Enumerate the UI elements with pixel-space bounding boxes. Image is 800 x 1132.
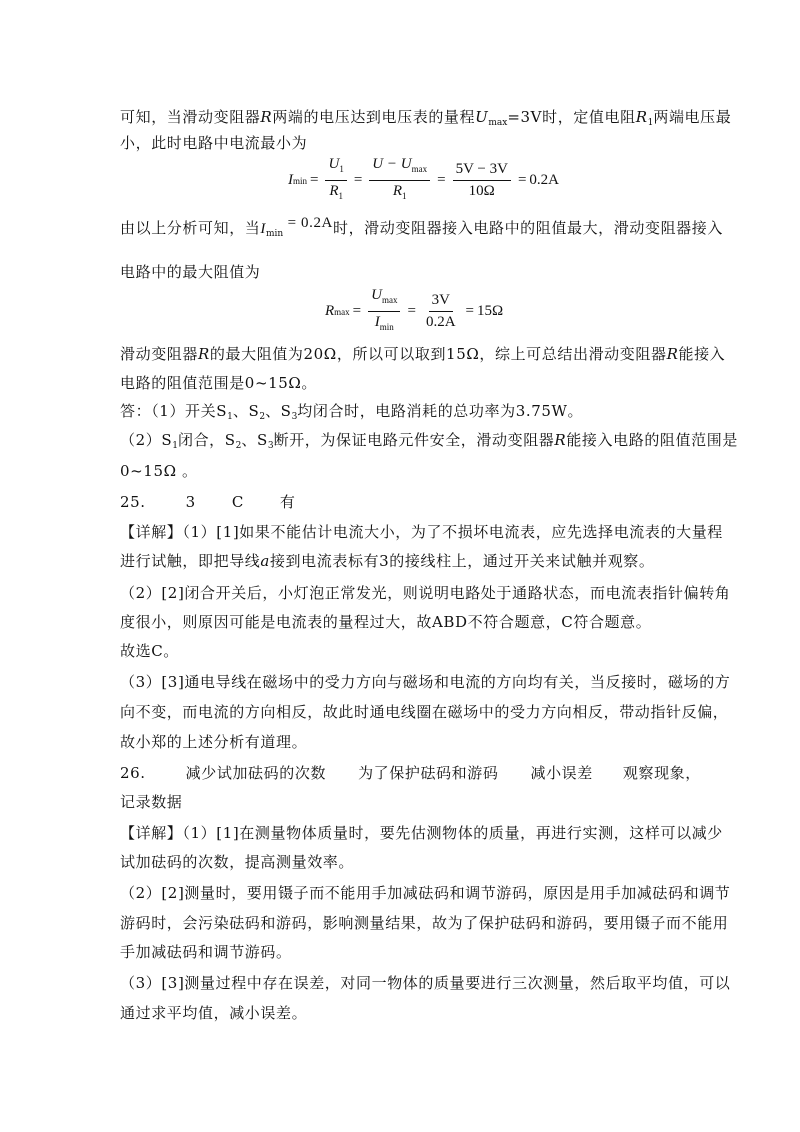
formula-var: U: [328, 156, 340, 172]
subscript: 1: [172, 441, 178, 451]
fraction: [369, 156, 430, 205]
formula-var: R: [329, 183, 339, 199]
text-line: [120, 732, 685, 752]
text-line: [120, 973, 731, 993]
answer-line-25: [120, 492, 685, 512]
answer-blank: 3: [185, 493, 196, 511]
formula-var: U: [372, 156, 384, 172]
formula-sub: max: [334, 306, 350, 317]
text-span: 通过求平均值，减小误差。: [120, 1004, 308, 1022]
text-span: 时，滑动变阻器接入电路中的阻值最大，滑动变阻器接入: [332, 219, 723, 237]
text-span: 可知，当滑动变阻器: [120, 108, 261, 126]
text-span: （3）[3]通电导线在磁场中的受力方向与磁场和电流的方向均有关，当反接时，磁场的方: [120, 673, 731, 691]
formula-var: U: [371, 287, 382, 303]
formula-sub: min: [293, 175, 308, 186]
formula-num: 5V − 3V: [453, 161, 511, 181]
inline-value: = 0.2A: [283, 215, 333, 231]
text-span: 接到电流表标有3的接线柱上，通过开关来试触并观察。: [269, 552, 655, 570]
text-span: 能接入: [678, 345, 726, 363]
text-span: 手加减砝码和调节游码。: [120, 943, 292, 961]
answer-blank: 观察现象，: [622, 764, 701, 782]
formula-var: I: [288, 172, 293, 188]
var-r1: R: [635, 108, 648, 126]
text-span: （2）[2]闭合开关后，小灯泡正常发光，则说明电路处于通路状态，而电流表指针偏转角: [120, 584, 731, 602]
subscript: 2: [235, 441, 242, 451]
text-line: [120, 133, 685, 153]
text-line: [120, 430, 738, 456]
text-span: =3V时，定值电阻: [507, 108, 636, 126]
text-span: 电路的阻值范围是0~15Ω。: [120, 374, 318, 392]
formula-sub: 1: [402, 191, 407, 201]
text-span: 闭合，S: [177, 431, 236, 449]
text-span: 【详解】（1）[1]在测量物体质量时，要先估测物体的质量，再进行实测，这样可以减少: [120, 824, 723, 842]
answer-blank: 减小误差: [530, 764, 593, 782]
var-i: I: [260, 221, 267, 237]
text-span: 均闭合时，电路消耗的总功率为3.75W。: [297, 402, 584, 420]
answer-blank: 为了保护砝码和游码: [358, 764, 499, 782]
var-u: U: [475, 108, 489, 126]
formula-rmax: R max = $\frac{U_{max}}{I_{min}}$ = $\frac{3V}{0.2A}$ = 15Ω: [325, 287, 503, 336]
formula-imin: I min = $\frac{U_1}{R_1}$ = $\frac{U - U_{max}}{R_1}$ = $\frac{5V - 3V}{10\Omega}$ = 0.2A: [288, 156, 559, 205]
var-r: R: [198, 345, 210, 363]
question-number: 25.: [120, 493, 146, 511]
text-span: （3）[3]测量过程中存在误差，对同一物体的质量要进行三次测量，然后取平均值，可以: [120, 974, 731, 992]
text-line: [120, 672, 731, 692]
text-span: 、S: [241, 431, 268, 449]
text-line: [120, 262, 685, 282]
fraction: [325, 156, 346, 205]
text-line: [120, 461, 685, 481]
formula-sub: max: [411, 164, 428, 174]
text-span: 两端的电压达到电压表的量程: [272, 108, 476, 126]
text-span: 能接入电路的阻值范围是: [566, 431, 738, 449]
formula-sub: 1: [338, 191, 343, 201]
text-line: [120, 612, 685, 632]
formula-sub: max: [381, 295, 398, 305]
text-span: 断开，为保证电路元件安全，滑动变阻器: [273, 431, 555, 449]
subscript: 1: [227, 412, 233, 422]
text-span: 滑动变阻器: [120, 345, 199, 363]
text-span: 小，此时电路中电流最小为: [120, 134, 308, 152]
subscript: 3: [291, 412, 298, 422]
answer-line-26: [120, 763, 701, 783]
text-span: 两端电压最: [653, 108, 732, 126]
text-span: 度很小，则原因可能是电流表的量程过大，故ABD不符合题意，C符合题意。: [120, 613, 652, 631]
text-span: 、S: [265, 402, 292, 420]
subscript: min: [266, 229, 284, 239]
text-span: 故选C。: [120, 642, 179, 660]
subscript: 1: [647, 118, 654, 128]
formula-var: − U: [383, 156, 412, 172]
subscript: max: [488, 118, 508, 128]
text-line: [120, 401, 685, 427]
fraction: [368, 287, 400, 336]
question-number: 26.: [120, 764, 146, 782]
text-span: 游码时，会污染砝码和游码，影响测量结果，故为了保护砝码和游码，要用镊子而不能用: [120, 914, 729, 932]
var-a: a: [260, 552, 270, 570]
text-line: [120, 702, 729, 722]
var-r: R: [554, 431, 567, 449]
answer-blank: 有: [279, 493, 296, 511]
text-span: 【详解】（1）[1]如果不能估计电流大小，为了不损坏电流表，应先选择电流表的大量程: [120, 523, 723, 541]
formula-var: I: [374, 314, 380, 330]
text-span: 试加砝码的次数，提高测量效率。: [120, 853, 355, 871]
text-span: 故小郑的上述分析有道理。: [120, 733, 308, 751]
text-line: [120, 215, 723, 244]
formula-var: R: [325, 303, 335, 319]
text-line: [120, 373, 685, 393]
formula-sub: min: [379, 322, 394, 332]
text-span: 0~15Ω 。: [120, 462, 198, 480]
text-line: [120, 883, 731, 903]
text-line: [120, 1003, 685, 1023]
text-span: （2）S: [120, 431, 173, 449]
text-line: [120, 823, 723, 843]
answer-blank: C: [231, 493, 244, 511]
fraction: [453, 161, 511, 200]
text-span: 向不变，而电流的方向相反，故此时通电线圈在磁场中的受力方向相反，带动指针反偏，: [120, 703, 729, 721]
fraction: [423, 292, 459, 331]
text-line: [120, 942, 685, 962]
formula-den: 10Ω: [468, 183, 495, 199]
text-span: 电路中的最大阻值为: [120, 263, 261, 281]
formula-sub: 1: [339, 164, 344, 174]
text-line: [120, 107, 732, 133]
text-line: [120, 522, 723, 542]
text-line: [120, 852, 685, 872]
text-span: （2）[2]测量时，要用镊子而不能用手加减砝码和调节游码，原因是用手加减砝码和调节: [120, 884, 731, 902]
formula-den: 0.2A: [425, 314, 456, 330]
text-line: [120, 583, 731, 603]
text-span: 答：（1）开关S: [120, 402, 228, 420]
formula-var: R: [392, 183, 403, 199]
var-r: R: [666, 345, 679, 363]
text-span: 由以上分析可知，当: [120, 219, 261, 237]
text-line: [120, 551, 685, 571]
formula-result: 15Ω: [477, 303, 504, 319]
text-line: [120, 792, 685, 812]
text-line: [120, 641, 685, 661]
var-r: R: [260, 108, 273, 126]
text-span: 记录数据: [120, 793, 183, 811]
formula-num: 3V: [429, 292, 453, 312]
text-span: 、S: [232, 402, 260, 420]
formula-result: 0.2A: [529, 172, 559, 188]
subscript: 3: [267, 441, 274, 451]
text-line: [120, 913, 729, 933]
text-span: 进行试触，即把导线: [120, 552, 261, 570]
text-span: 的最大阻值为20Ω，所以可以取到15Ω，综上可总结出滑动变阻器: [209, 345, 667, 363]
text-line: [120, 344, 726, 364]
answer-blank: 减少试加砝码的次数: [185, 764, 327, 782]
subscript: 2: [259, 412, 266, 422]
